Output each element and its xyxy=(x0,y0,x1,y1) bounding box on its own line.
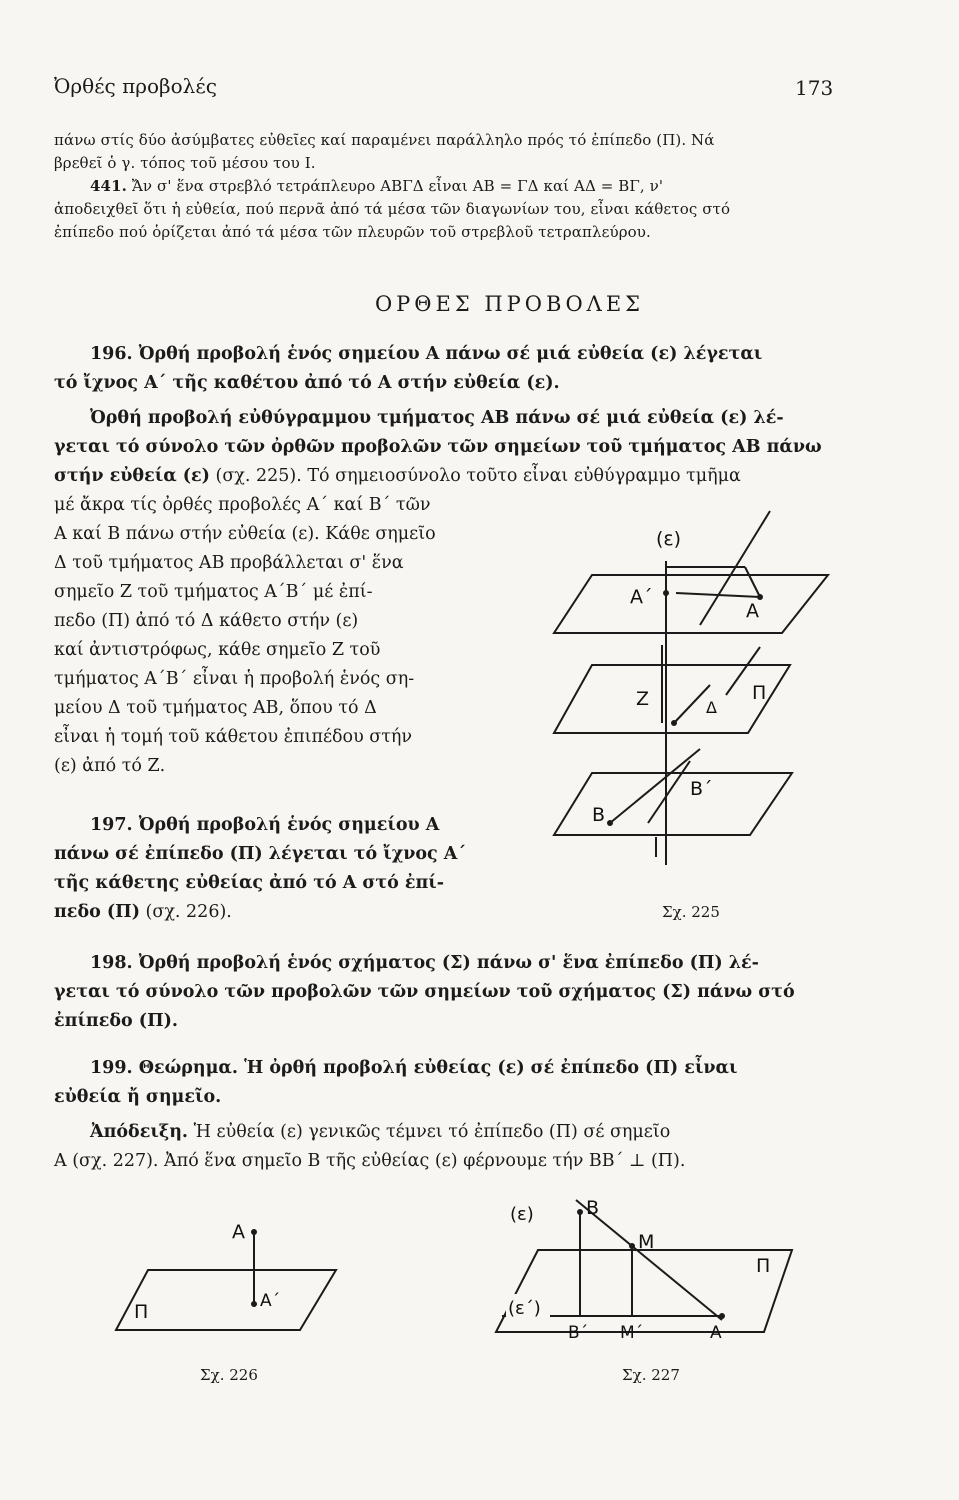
exercise-line: Ἄν σ' ἕνα στρεβλό τετράπλευρο ΑΒΓΔ εἶναι ΑΒ = ΓΔ καί ΑΔ = ΒΓ, ν' xyxy=(131,177,664,195)
label-z: Ζ xyxy=(636,688,650,710)
plane-p xyxy=(496,1250,792,1332)
paragraph-line: ἐπίπεδο (Π). xyxy=(54,1011,178,1031)
figure-225-caption: Σχ. 225 xyxy=(662,903,720,921)
paragraph-line xyxy=(54,462,844,491)
paragraph-line: τῆς κάθετης εὐθείας ἀπό τό Α στό ἐπί- xyxy=(54,873,445,893)
paragraph-line: εὐθεία ἤ σημεῖο. xyxy=(54,1087,222,1107)
label-a: Α xyxy=(746,600,759,622)
section-title: ΟΡΘΕΣ ΠΡΟΒΟΛΕΣ xyxy=(374,292,645,316)
paragraph-line: γεται τό σύνολο τῶν προβολῶν τῶν σημείων τοῦ σχήματος (Σ) πάνω στό xyxy=(54,982,795,1002)
paragraph-line xyxy=(54,898,524,927)
exercise-441 xyxy=(54,175,834,198)
label-e: (ε) xyxy=(656,528,682,550)
figure-225 xyxy=(550,505,840,925)
paragraph-line: (ε) ἀπό τό Ζ. xyxy=(54,756,166,776)
page-number: 173 xyxy=(795,76,834,100)
paragraph-segment-narrow xyxy=(54,491,524,781)
paragraph-line: μέ ἄκρα τίς ὀρθές προβολές Α΄ καί Β΄ τῶν xyxy=(54,495,431,515)
paragraph-line: πεδο (Π) ἀπό τό Δ κάθετο στήν (ε) xyxy=(54,611,359,631)
intro-line: βρεθεῖ ὁ γ. τόπος τοῦ μέσου του Ι. xyxy=(54,154,316,172)
paragraph-line: εἶναι ἡ τομή τοῦ κάθετου ἐπιπέδου στήν xyxy=(54,727,413,747)
label-p: Π xyxy=(756,1255,771,1277)
exercise-line: ἀποδειχθεῖ ὅτι ἡ εὐθεία, πού περνᾶ ἀπό τά μέσα τῶν διαγωνίων του, εἶναι κάθετος στό xyxy=(54,200,731,218)
paragraph-line: πάνω σέ ἐπίπεδο (Π) λέγεται τό ἴχνος Α΄ xyxy=(54,844,467,864)
point-z xyxy=(671,720,677,726)
exercise-line: ἐπίπεδο πού ὁρίζεται ἀπό τά μέσα τῶν πλευρῶν τοῦ στρεβλοῦ τετραπλεύρου. xyxy=(54,223,651,241)
paragraph-199 xyxy=(54,1054,844,1112)
paragraph-line xyxy=(54,1118,844,1147)
label-b-prime: Β΄ xyxy=(568,1323,589,1342)
paragraph-198 xyxy=(54,949,844,1036)
intro-line: πάνω στίς δύο ἀσύμβατες εὐθεῖες καί παραμένει παράλληλο πρός τό ἐπίπεδο (Π). Νά xyxy=(54,131,715,149)
label-b-prime: Β΄ xyxy=(690,778,713,800)
bold-fragment: πεδο (Π) xyxy=(54,902,140,922)
paragraph-line: Α (σχ. 227). Ἀπό ἕνα σημεῖο Β τῆς εὐθείας (ε) φέρνουμε τήν ΒΒ΄ ⊥ (Π). xyxy=(54,1151,686,1171)
label-e: (ε) xyxy=(510,1204,534,1225)
paragraph-line: Δ τοῦ τμήματος ΑΒ προβάλλεται σ' ἕνα xyxy=(54,553,404,573)
point-b xyxy=(577,1209,583,1215)
paragraph-line: γεται τό σύνολο τῶν ὀρθῶν προβολῶν τῶν σημείων τοῦ τμήματος ΑΒ πάνω xyxy=(54,437,822,457)
paragraph-line: 197. Ὀρθή προβολή ἑνός σημείου Α xyxy=(90,815,440,835)
exercise-number: 441. xyxy=(90,177,127,195)
figure-226 xyxy=(112,1210,352,1350)
segment-bb-parallel xyxy=(648,761,690,823)
figure-226-caption: Σχ. 226 xyxy=(200,1366,258,1384)
point-a xyxy=(251,1229,257,1235)
paragraph-line: καί ἀντιστρόφως, κάθε σημεῖο Ζ τοῦ xyxy=(54,640,381,660)
bold-fragment: στήν εὐθεία (ε) xyxy=(54,466,210,486)
label-m-prime: Μ΄ xyxy=(620,1323,644,1342)
point-a xyxy=(719,1313,725,1319)
point-m xyxy=(629,1243,635,1249)
paragraph-line: σημεῖο Ζ τοῦ τμήματος Α΄Β΄ μέ ἐπί- xyxy=(54,582,373,602)
paragraph-line: τμήματος Α΄Β΄ εἶναι ἡ προβολή ἑνός ση- xyxy=(54,669,415,689)
label-a-prime: Α΄ xyxy=(260,1291,281,1311)
paragraph-line: 196. Ὀρθή προβολή ἑνός σημείου Α πάνω σέ μιά εὐθεία (ε) λέγεται xyxy=(90,344,763,364)
paragraph-line: Α καί Β πάνω στήν εὐθεία (ε). Κάθε σημεῖο xyxy=(54,524,436,544)
text-fragment: (σχ. 225). Τό σημειοσύνολο τοῦτο εἶναι εὐθύγραμμο τμῆμα xyxy=(209,466,741,486)
label-p: Π xyxy=(752,682,767,704)
paragraph-196 xyxy=(54,340,844,398)
label-b: Β xyxy=(586,1197,600,1219)
label-b: Β xyxy=(592,804,606,826)
proof-label: Ἀπόδειξη. xyxy=(90,1122,189,1142)
figure-227-caption: Σχ. 227 xyxy=(622,1366,680,1384)
label-a: Α xyxy=(710,1323,722,1342)
point-b xyxy=(607,820,613,826)
proof-paragraph xyxy=(54,1118,844,1176)
point-a-prime xyxy=(251,1301,257,1307)
intro-text xyxy=(54,129,834,244)
paragraph-line: Ὀρθή προβολή εὐθύγραμμου τμήματος ΑΒ πάνω σέ μιά εὐθεία (ε) λέ- xyxy=(90,408,784,428)
label-e-prime: (ε΄) xyxy=(508,1298,541,1319)
text-fragment: (σχ. 226). xyxy=(139,902,232,922)
label-p: Π xyxy=(134,1301,149,1323)
point-a xyxy=(757,594,763,600)
point-a-prime xyxy=(663,590,669,596)
paragraph-segment xyxy=(54,404,844,491)
plane-bottom xyxy=(554,773,792,835)
projection-line xyxy=(745,567,760,597)
running-header-title: Ὀρθές προβολές xyxy=(54,74,217,98)
label-d: Δ xyxy=(706,698,717,717)
text-fragment: Ἡ εὐθεία (ε) γενικῶς τέμνει τό ἐπίπεδο (Π) σέ σημεῖο xyxy=(188,1122,671,1142)
label-a: Α xyxy=(232,1221,245,1243)
figure-227 xyxy=(492,1192,812,1342)
label-m: Μ xyxy=(638,1231,655,1253)
plane-top xyxy=(554,575,828,633)
paragraph-197 xyxy=(54,811,524,927)
plane-p xyxy=(116,1270,336,1330)
paragraph-line: 198. Ὀρθή προβολή ἑνός σχήματος (Σ) πάνω σ' ἕνα ἐπίπεδο (Π) λέ- xyxy=(90,953,759,973)
label-a-prime: Α΄ xyxy=(630,586,653,608)
paragraph-line: τό ἴχνος Α΄ τῆς καθέτου ἀπό τό Α στήν εὐθεία (ε). xyxy=(54,373,560,393)
paragraph-line: 199. Θεώρημα. Ἡ ὀρθή προβολή εὐθείας (ε) σέ ἐπίπεδο (Π) εἶναι xyxy=(90,1058,738,1078)
paragraph-line: μείου Δ τοῦ τμήματος ΑΒ, ὅπου τό Δ xyxy=(54,698,377,718)
segment-zd xyxy=(674,685,710,723)
